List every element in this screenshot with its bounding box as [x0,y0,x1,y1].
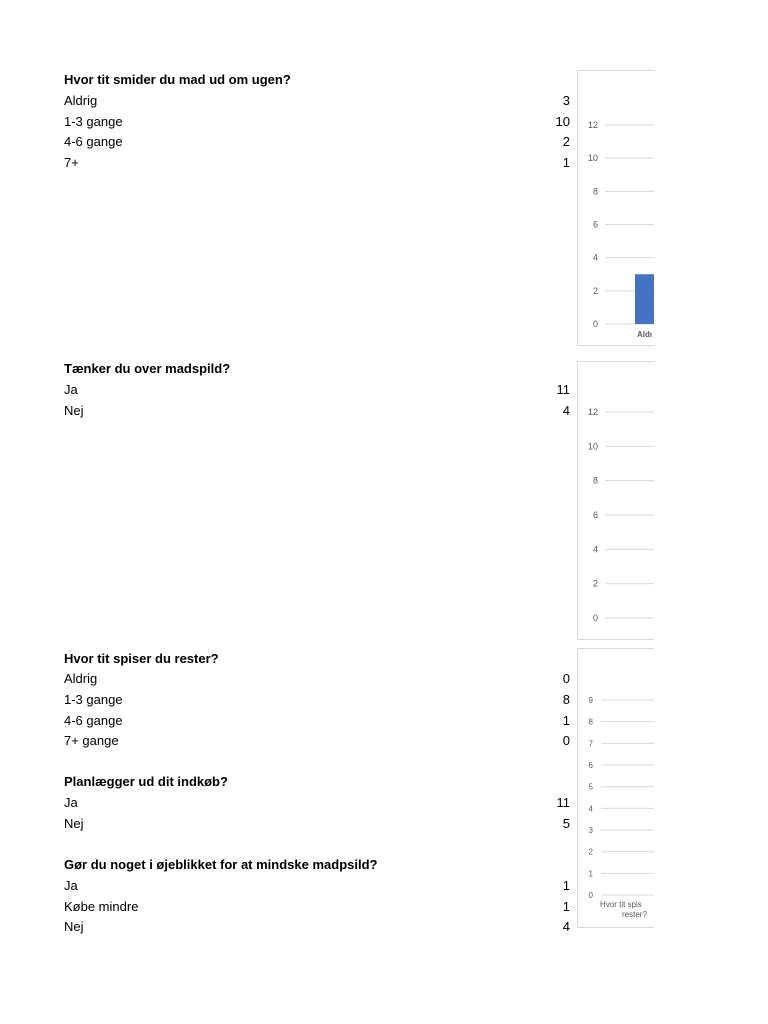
chart-panel [577,70,654,346]
answer-label: 4-6 gange [64,134,123,149]
answer-label: Aldrig [64,671,98,686]
answer-label: 1-3 gange [64,114,123,129]
answer-row [64,91,570,111]
answer-row [64,814,570,834]
answer-row [64,793,570,813]
y-tick-label: 6 [592,510,598,520]
question-heading: Hvor tit spiser du rester? [64,651,219,666]
answer-row [64,876,570,896]
answer-label: 1-3 gange [64,692,123,707]
y-tick-label: 12 [587,407,598,417]
y-tick-label: 3 [588,826,593,835]
answer-label: 7+ gange [64,733,119,748]
answer-count: 1 [562,155,570,170]
bar-chart [578,649,654,927]
x-axis-label: rester? [622,910,647,919]
answer-count: 10 [555,114,570,129]
x-category-label: Aldı [637,330,653,339]
bar [635,274,654,324]
x-axis-label: Hvor tit spis [600,900,642,909]
y-tick-label: 10 [587,153,598,164]
answer-row [64,401,570,421]
answer-row [64,731,570,751]
y-tick-label: 2 [588,847,593,857]
y-tick-label: 4 [592,252,598,263]
answer-row [64,669,570,689]
y-tick-label: 4 [588,804,593,814]
answer-count: 8 [562,692,570,707]
y-tick-label: 2 [592,285,598,296]
y-tick-label: 8 [588,717,593,727]
y-tick-label: 6 [592,219,598,230]
y-tick-label: 12 [587,120,598,130]
answer-label: Nej [64,403,84,418]
question-heading: Planlægger ud dit indkøb? [64,774,228,789]
y-tick-label: 4 [592,544,598,555]
answer-count: 0 [562,671,570,686]
answer-label: Ja [64,878,78,893]
answer-label: Ja [64,382,78,397]
y-tick-label: 0 [588,891,593,900]
answer-label: Ja [64,795,78,810]
answer-count: 2 [562,134,570,149]
bar-chart [578,362,654,639]
answer-row [64,917,570,937]
question-heading: Hvor tit smider du mad ud om ugen? [64,72,291,87]
answer-row [64,897,570,917]
answer-count: 4 [562,919,570,934]
answer-row [64,132,570,152]
answer-label: Aldrig [64,93,98,108]
answer-label: 4-6 gange [64,713,123,728]
y-tick-label: 8 [592,186,598,197]
chart-panel [577,361,654,640]
answer-row [64,112,570,132]
answer-row [64,690,570,710]
y-tick-label: 8 [592,475,598,486]
bar-chart [578,71,654,345]
answer-count: 0 [562,733,570,748]
answer-count: 11 [556,382,570,397]
chart-panel [577,648,654,928]
answer-row [64,153,570,173]
answer-count: 11 [556,795,570,810]
y-tick-label: 0 [592,319,598,329]
y-tick-label: 6 [588,761,593,770]
answer-row [64,380,570,400]
question-heading: Tænker du over madspild? [64,361,231,376]
question-heading: Gør du noget i øjeblikket for at mindske madpsild? [64,857,378,872]
answer-label: Købe mindre [64,899,139,914]
answer-label: 7+ [64,155,79,170]
y-tick-label: 10 [587,441,598,452]
answer-count: 4 [562,403,570,418]
answer-label: Nej [64,919,84,934]
y-tick-label: 2 [592,578,598,589]
y-tick-label: 9 [588,696,593,705]
answer-row [64,711,570,731]
y-tick-label: 1 [588,869,593,879]
y-tick-label: 0 [592,613,598,623]
y-tick-label: 5 [588,782,593,792]
answer-count: 1 [562,713,570,728]
answer-count: 1 [562,878,570,893]
answer-label: Nej [64,816,84,831]
answer-count: 1 [562,899,570,914]
y-tick-label: 7 [588,739,593,749]
answer-count: 3 [562,93,570,108]
answer-count: 5 [562,816,570,831]
